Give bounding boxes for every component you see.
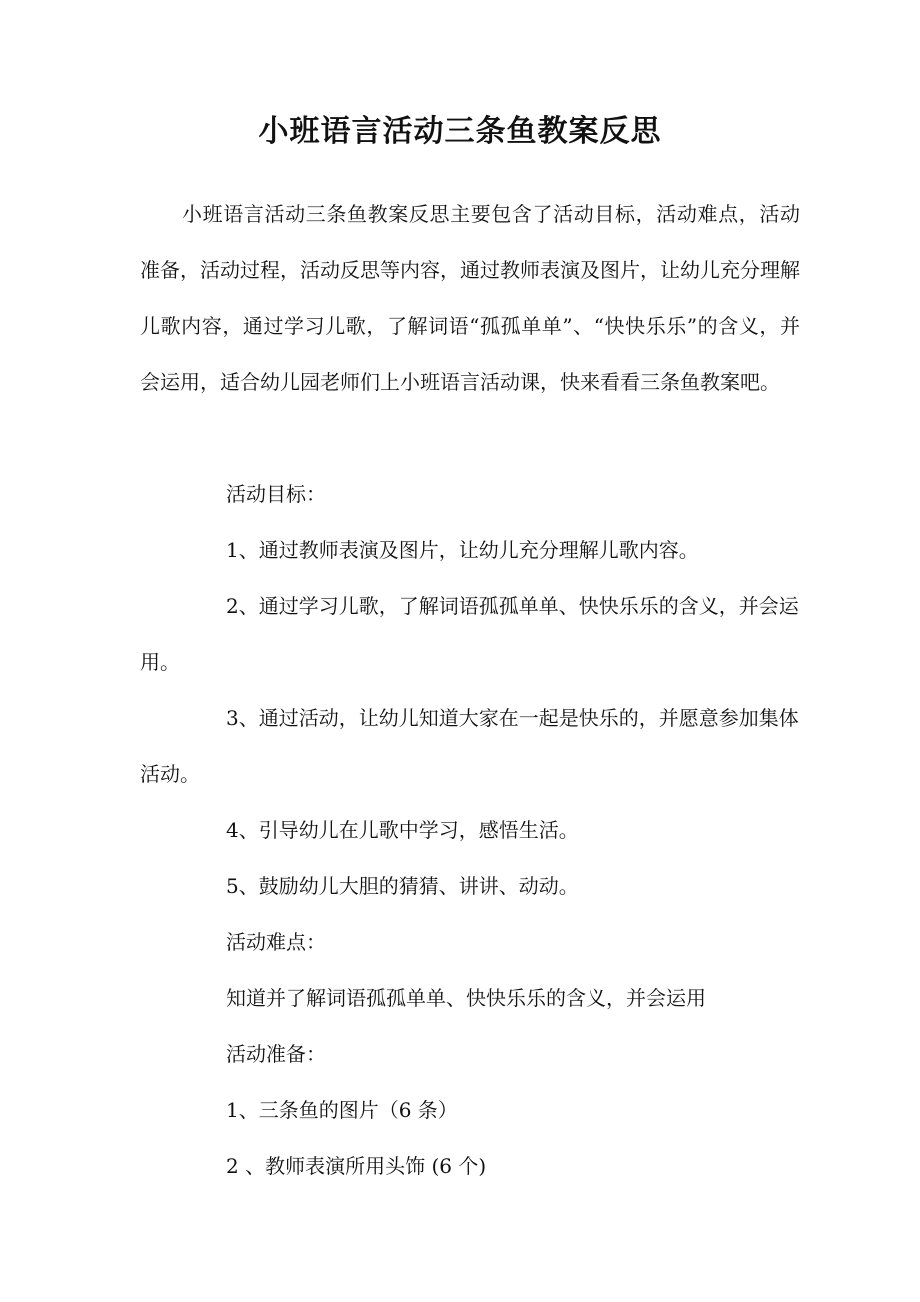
intro-paragraph: 小班语言活动三条鱼教案反思主要包含了活动目标，活动难点，活动准备，活动过程，活动反思等内容，通过教师表演及图片，让幼儿充分理解儿歌内容，通过学习儿歌，了解词语“孤孤单单”、“快快乐乐”的含义，并会运用，适合幼儿园老师们上小班语言活动课，快来看看三条鱼教案吧。 <box>140 202 800 394</box>
goal-item-3: 3、通过活动，让幼儿知道大家在一起是快乐的，并愿意参加集体活动。 <box>140 706 799 786</box>
prep-item-2: 2 、教师表演所用头饰 (6 个) <box>226 1154 487 1178</box>
document-title: 小班语言活动三条鱼教案反思 <box>258 114 662 149</box>
goal-item-1: 1、通过教师表演及图片，让幼儿充分理解儿歌内容。 <box>226 538 699 562</box>
prep-heading: 活动准备： <box>226 1042 326 1066</box>
goal-item-5: 5、鼓励幼儿大胆的猜猜、讲讲、动动。 <box>226 874 579 898</box>
goals-heading: 活动目标： <box>226 482 326 506</box>
goal-item-4: 4、引导幼儿在儿歌中学习，感悟生活。 <box>226 818 579 842</box>
prep-item-1: 1、三条鱼的图片（6 条） <box>226 1098 458 1122</box>
difficulty-text: 知道并了解词语孤孤单单、快快乐乐的含义，并会运用 <box>226 986 706 1010</box>
difficulty-heading: 活动难点： <box>226 930 326 954</box>
goal-item-2: 2、通过学习儿歌，了解词语孤孤单单、快快乐乐的含义，并会运用。 <box>140 594 799 674</box>
